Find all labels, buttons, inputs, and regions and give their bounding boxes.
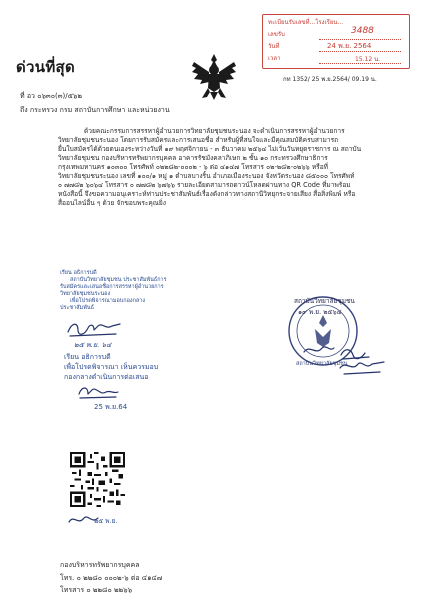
note-line: เพื่อโปรดพิจารณามอบกองกลาง — [70, 298, 146, 304]
signature-1 — [64, 318, 124, 340]
signature-1-date: ๒๕ พ.ย. ๖๔ — [74, 341, 112, 349]
seal-title: สถาบันวิทยาลัยชุมชน — [294, 297, 355, 305]
note2-line: เรียน อธิการบดี — [64, 353, 111, 361]
footer-fax: โทรสาร ๐ ๒๒๘๐ ๒๒๖๖ — [60, 586, 133, 594]
body-line: หนังสือนี้ จึงขอความอนุเคราะห์ท่านประชาสัมพันธ์เรื่องดังกล่าวทางสถานีวิทยุกระจายเสียง สื่อสิ่งพิมพ์ หรือ — [58, 190, 356, 198]
stamp-date-label: วันที่ — [268, 43, 280, 50]
note-line: วิทยาลัยชุมชนระนอง — [60, 291, 111, 297]
ref-number: ที่ อว ๐๖๓๐(๓)/๕๖๒ — [20, 92, 82, 100]
note-line: สถาบันวิทยาลัยชุมชน ประชาสัมพันธ์การ — [70, 277, 167, 283]
footer-tel: โทร. ๐ ๒๒๘๐ ๐๐๐๒-๖ ต่อ ๔๑๔๗ — [60, 574, 163, 582]
routing-note-2 — [64, 352, 158, 382]
stamp-time-label: เวลา — [268, 55, 281, 62]
signature-3 — [300, 342, 390, 382]
qr-note-date: ๒๕ พ.ย. — [94, 517, 118, 525]
body-line: วิทยาลัยชุมชนระนอง โดยการรับสมัครและการเสนอชื่อ สำหรับผู้ที่สนใจและมีคุณสมบัติครบสามารถ — [58, 136, 339, 144]
stamp-receive-label: เลขรับ — [268, 31, 285, 38]
body-line: ยื่นใบสมัครได้ด้วยตนเองระหว่างวันที่ ๑๙ พฤศจิกายน - ๓ ธันวาคม ๒๕๖๔ ไม่เว้นวันหยุดราชการ ณ สถาบัน — [58, 145, 362, 153]
stamp-date: 24 พ.ย. 2564 — [327, 42, 372, 50]
stamp-time: 15.12 น. — [355, 56, 381, 63]
receiving-stamp — [262, 14, 410, 69]
note2-line: เพื่อโปรดพิจารณา เห็นควรมอบ — [64, 363, 159, 371]
urgent-label: ด่วนที่สุด — [16, 58, 76, 76]
body-line: ด้วยคณะกรรมการสรรหาผู้อำนวยการวิทยาลัยชุมชนระนอง จะดำเนินการสรรหาผู้อำนวยการ — [84, 127, 345, 135]
recipient: ถึง กระทรวง กรม สถาบันการศึกษา และหน่วยงาน — [20, 106, 170, 114]
signature-2-date: 25 พ.ย.64 — [94, 403, 128, 411]
garuda-emblem — [190, 52, 238, 102]
body-line: วิทยาลัยชุมชน กองบริหารทรัพยากรบุคคล อาคารรัชมังคลาภิเษก ๒ ชั้น ๑๐ กระทรวงศึกษาธิการ — [58, 154, 328, 162]
doc-code: กท 1352/ 25 พ.ย.2564/ 09.19 น. — [283, 76, 377, 83]
signature-2 — [76, 384, 120, 402]
body-line: ๐ ๗๗๘๒ ๖๐๖๔ โทรสาร ๐ ๗๗๘๒ ๖๗๖๖ รายละเอียดสามารถดาวน์โหลดผ่านทาง QR Code ที่มาพร้อม — [58, 181, 351, 189]
body-line: วิทยาลัยชุมชนระนอง เลขที่ ๑๐๐/๑ หมู่ ๑ ตำบลบางริ้น อำเภอเมืองระนอง จังหวัดระนอง ๘๕๐๐๐ โทรศัพท์ — [58, 172, 355, 180]
note-line: รับสมัครและเสนอชื่อการสรรหาผู้อำนวยการ — [60, 284, 164, 290]
note-line: ประชาสัมพันธ์ — [60, 305, 94, 311]
body-line: สื่ออนไลน์อื่น ๆ ด้วย จักขอบพระคุณยิ่ง — [58, 199, 167, 207]
body-paragraph — [58, 127, 361, 208]
qr-code[interactable] — [70, 452, 125, 507]
note-line: เรียน อธิการบดี — [60, 270, 97, 276]
footer-office: กองบริหารทรัพยากรบุคคล — [60, 561, 140, 569]
note2-line: กองกลางดำเนินการต่อเสนอ — [64, 373, 149, 381]
stamp-header: ทะเบียนรับเลขที่...โรงเรียน... — [268, 19, 344, 26]
seal-date: ๑๙ พ.ย. ๒๕๖๔ — [298, 308, 342, 316]
stamp-receive-no: 3488 — [351, 26, 374, 36]
routing-note — [60, 270, 167, 312]
seal-bottom-text: สถาบันวิทยาลัยชุมชน — [296, 361, 348, 367]
body-line: กรุงเทพมหานคร ๑๐๓๐๐ โทรศัพท์ ๐๒๒๘๒-๐๐๐๒ - ๖ ต่อ ๔๑๔๗ โทรสาร ๐๒-๒๘๒-๐๒๖๖ หรือที่ — [58, 163, 329, 171]
